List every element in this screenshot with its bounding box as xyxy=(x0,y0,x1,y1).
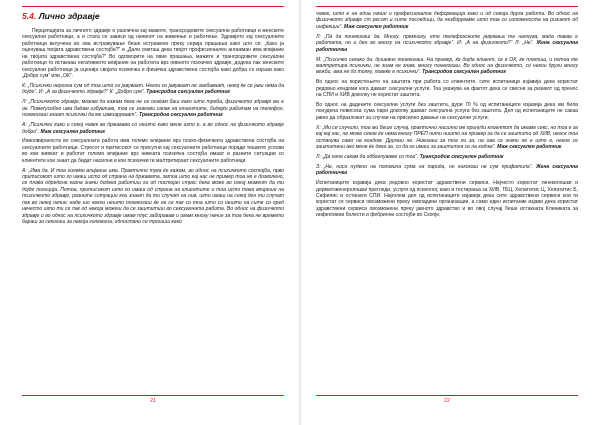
speaker-label: Трансродов сексуален работник xyxy=(419,153,504,160)
right-page xyxy=(316,6,578,412)
interview-quote xyxy=(22,99,284,118)
paragraph-text: Л: „Па да понекогаш да. Многу, премногу, ете телефонските јавувања те напнува, мада таква е работата, но и ден во многу на психичкото здравје“. И: „А на физичкото?“ Л: „Не“. xyxy=(316,33,578,47)
interview-quote xyxy=(316,57,578,76)
book-gutter xyxy=(298,0,302,425)
paragraph-text: Л: „Психичкото здравје, можам да кажам дека не се осеќам баш како што треба, физичкото здравје ми е ок. Помеѓусебно има бадам избувлива, тоа се знакови сапак на клиентите, бидејќи работам на телефон, понекогаш знаат психички да ме измоаруваат“. xyxy=(22,99,284,119)
paragraph-text: Во однос на дадените сексуални услуги без заштита, дури 70 % од испитаниците изјавија дека им била понудена повисока сума пари доколку даваат сексуална услуга без заштита. Дел од испитаниците не сакаа јавно да образложат за случаи на присилно давање на сексуални услуги. xyxy=(316,102,578,121)
paragraph-text: К: „Психички нерозна сум од тоа што се јавуваат. Некои се јавуваат не заебаваат, некој ќе се јави нема да дојде“. И: „А за физичкото здравје?“ К: „Добро сум“. xyxy=(22,83,284,96)
right-page-body xyxy=(316,11,578,222)
speaker-label: Маж сексуален работник xyxy=(497,144,562,151)
interview-quote xyxy=(316,125,578,151)
paragraph-text: М: „Психичко секако да, душевно понекогаш. На пример, ќе дојде клиент, се е ОК, ќе платиш, и потоа те малтретира психички, не знам не знам, многу понекогаш. Во однос на физичкото, со некои други многу вежби, ама не до толку, повеќе е психички“. xyxy=(316,56,578,76)
interview-quote xyxy=(316,34,578,53)
paragraph-text: човек, што е на една начин и професионална деформација како и од секоја друга работа. Во однос на физичкото здравје ст ресот и сите последици, да незборуваме што таа со изложеноста на ризикот од инфекции“. xyxy=(316,11,578,30)
interview-quote xyxy=(22,83,284,96)
left-page-body xyxy=(22,28,284,229)
bottom-rule xyxy=(316,395,578,396)
body-paragraph xyxy=(316,102,578,121)
section-title: Лично здравје xyxy=(38,11,100,21)
page-number: 22 xyxy=(444,398,450,404)
page-number: 21 xyxy=(150,398,156,404)
interview-quote xyxy=(22,168,284,226)
paragraph-text: Испитаниците изјавија дека редовно користат здравствени сервиси. Најчесто користат гинеколошки и дерматовенеролошки прегледи, услуги од психолог, како и тестирања за ХИВ, ТБЦ, Хепатитис Ц, Хепатитис Б, Сифилис и останати СПИ. Најголем дел од испитаниците изјавија дека сите здравствени сервиси кои ги користат се сервиси овозможени преку невладини организации, а само еден испитаник изјави дека користат здравствени сервиси овозможени преку јавното здравство и во овој случај беше истакната Клиниката за инфективни болести и фебрилни состојби во Скопје. xyxy=(316,180,578,219)
top-rule xyxy=(316,6,578,7)
paragraph-text: Л: „Да ноне сакам да одбегнуваме со тоа“. xyxy=(316,153,419,160)
paragraph-text: А: „Психички како и секој човек во државава со нешто како мене што е, а во однос на физичкото здравје добро“. xyxy=(22,122,284,135)
section-number: 5.4. xyxy=(22,11,37,21)
bottom-rule xyxy=(22,395,284,396)
speaker-label: Жена сексуална работничка xyxy=(316,163,578,177)
interview-quote xyxy=(316,11,578,30)
speaker-label: Трансродов сексуален работник xyxy=(146,89,230,96)
body-paragraph xyxy=(316,180,578,219)
interview-quote xyxy=(316,154,578,160)
section-heading xyxy=(22,13,100,19)
speaker-label: Жена сексуална работничка xyxy=(316,40,578,53)
speaker-label: Трансродов сексуален работник xyxy=(422,69,506,76)
paragraph-text: З: „Не, носо нудено на половина сума на парида, но никогаш не сум прифатила“. xyxy=(316,163,533,170)
interview-quote xyxy=(22,122,284,135)
speaker-label: Маж сексуален работник xyxy=(40,128,105,135)
paragraph-text: А: „Има да. И тоа големо влијание има. Практично тука ќе кажам, во однос на психичкото состојба, прво притисокот што го имаш исто од страна на државата, затоа што кај нас не пример тоа не е дозволено, се плаќа одредена казна значи додека работиш ги од постојан стрес дека може во секој момент да ти дојде полиција. Потоа, притисокот што го имаш од страна на клиентите и тоа исто така влијание на психичкото здравје, разните ситуации кои знаат да ти случат на нив, што имаш на секој ден ти случат пак во некој начин, каде шо некои нешто понекогаш ќе не се пак со тоа што со нешто на сите со пред нечесто што ти се пак од некоја можеш да се заштитиш во сексуалната работа. Во однос на физичкото здравје и во однос на психичкото здравје имам плус заборавам и имам многу начин за тоа дека не времето бараш за секогаш за некоја големина, одностано се трошиш како xyxy=(22,167,284,226)
paragraph-text: Во однос на користењето на заштита при работа со клиентите, сите испитаници изјавија дека користат редовно кондоми кога даваат сексуални услуги. Тоа укажува на фактот дека се свесни за ризикот од пренос на СПИ и ХИВ доколку не користат заштита. xyxy=(316,79,578,99)
body-paragraph xyxy=(316,79,578,98)
speaker-label: Маж сексуален работник xyxy=(344,23,409,30)
paragraph-text: Х: „Ми се случило, тоа ми беше случај, практично насилно ме принуди клиентот да имаме секс, но тоа е за кај кај нас, не може секое ќе нема многу ПРЕП нити ништо на пример за да се заштити од ХИВ, неосе тоа останува само на кондом. Другаш не. Никогаш за тоа ли за, на ова се значи не е што е, некое се заштитени ако мене ќе дека за, со да го имаш за заштитна се на кодом“. xyxy=(316,124,578,151)
body-paragraph xyxy=(22,138,284,164)
top-rule xyxy=(22,6,284,7)
paragraph-text: Инволвираноста во сексуалната работа има големо влијание врз психо-физичката здравствена состојба на сексуалните работници. Стресот и притисокот се присутни кај сексуалните работници поради тешките услови во кои живеат и работат големо влијание врз нивната психичка состојба имаат и разните ситуации со клиентите кои знаат да бидат насилни и кои психички ги малтретираат сексуалните работници. xyxy=(22,138,284,164)
left-page xyxy=(22,6,284,412)
speaker-label: Трансродов сексуален работник xyxy=(139,112,223,119)
paragraph-text: Перцепцијата за личното здравје е различна кај мажите, трансродовите сексуални работници и женските сексуални работници, а и стата се зависи од начинот на живеење и работење. Здравјето кај сексуалните работници вклучени во ова истражување беше истражено преку серија прашања како што се: „Како ја оценуваш твојата здравствена состојба?“ и „Дали сметаш дека твојот професионален ангажман има влијание на твојата здравствена состојба?“ Во одговорите на овие прашања, мажите и трансродовите сексуални работници го истакнаа негативното влијание на работата врз нивното психичко здравје, додека пак женските сексуални работници ја оценија својата психичка и физичка здравствена состојба како добра со изрази како „Добро сум“ или „ОК“. xyxy=(22,28,284,80)
body-paragraph xyxy=(22,28,284,80)
interview-quote xyxy=(316,164,578,177)
